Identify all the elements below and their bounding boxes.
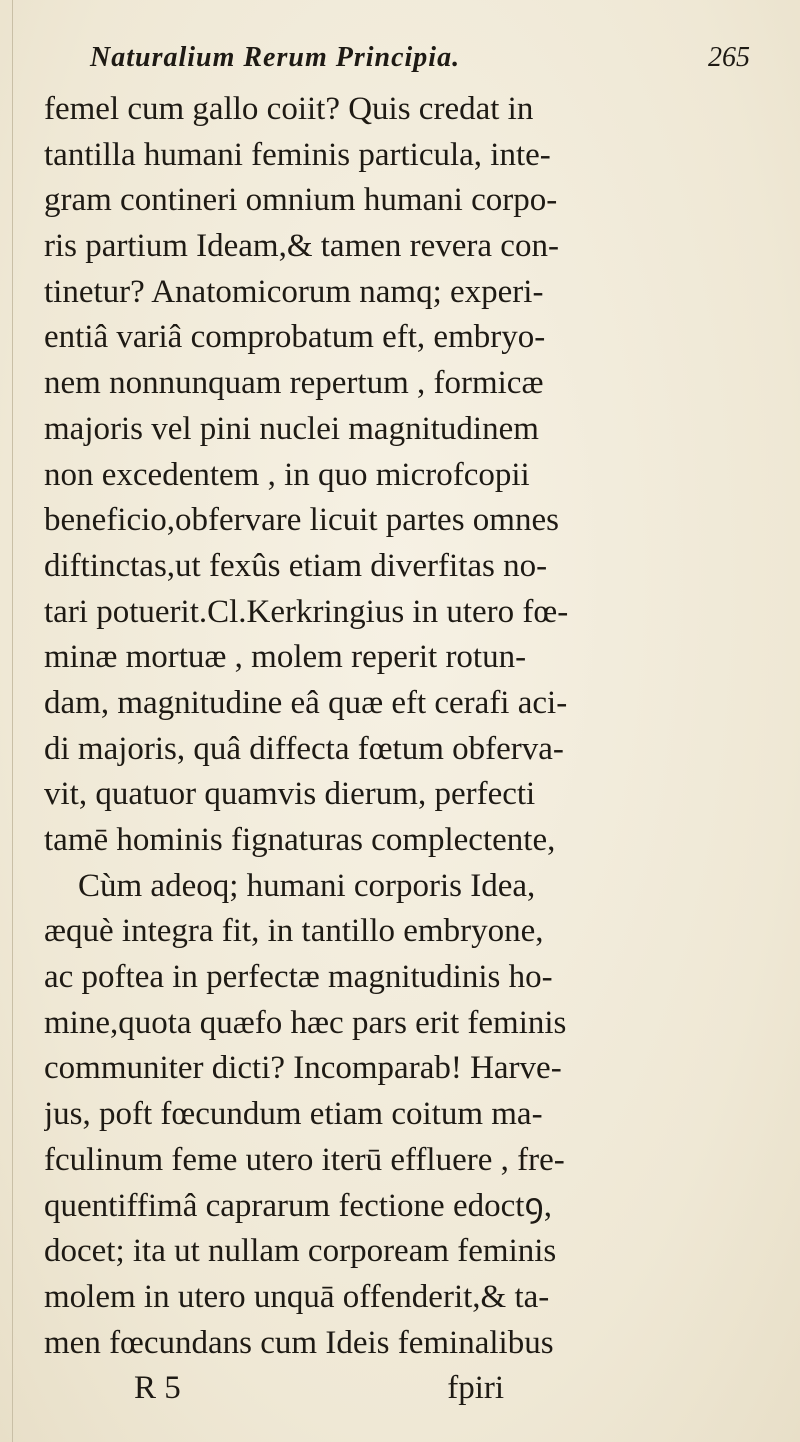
text-line: Cùm adeoq; humani corporis Idea, <box>78 867 536 904</box>
text-line: men fœcundans cum Ideis feminalibus <box>44 1324 554 1361</box>
text-line: docet; ita ut nullam corpoream feminis <box>44 1233 557 1270</box>
text-line: non excedentem , in quo microfcopii <box>44 456 530 493</box>
text-line: communiter dicti? Incomparab! Harve- <box>44 1050 562 1087</box>
text-line: beneficio,obfervare licuit partes omnes <box>44 502 559 539</box>
text-line: fculinum feme utero iterū effluere , fre- <box>44 1141 565 1178</box>
text-line: tari potuerit.Cl.Kerkringius in utero fœ- <box>44 593 569 630</box>
page-gutter <box>12 0 13 1442</box>
footer-line <box>44 1366 774 1412</box>
page-number: 265 <box>708 42 750 73</box>
text-line: majoris vel pini nuclei magnitudinem <box>44 410 539 447</box>
text-line: æquè integra fit, in tantillo embryone, <box>44 913 544 950</box>
text-line: di majoris, quâ diffecta fœtum obferva- <box>44 730 564 767</box>
text-line: minæ mortuæ , molem reperit rotun- <box>44 639 527 676</box>
page-header <box>90 42 750 82</box>
text-line: tamē hominis fignaturas complectente, <box>44 822 556 858</box>
text-line: entiâ variâ comprobatum eft, embryo- <box>44 319 546 356</box>
text-line: diftinctas,ut fexûs etiam diverfitas no- <box>44 547 548 584</box>
text-line: femel cum gallo coiit? Quis credat in <box>44 91 534 127</box>
text-line: mine,quota quæfo hæc pars erit feminis <box>44 1004 567 1041</box>
text-line: tinetur? Anatomicorum namq; experi- <box>44 273 544 310</box>
text-line: quentiffimâ caprarum fectione edoctꝯ, <box>44 1187 553 1224</box>
text-line: molem in utero unquā offenderit,& ta- <box>44 1278 550 1315</box>
running-head: Naturalium Rerum Principia. <box>90 42 461 73</box>
catchword: fpiri <box>447 1370 505 1407</box>
signature-mark: R 5 <box>134 1370 181 1407</box>
text-line: nem nonnunquam repertum , formicæ <box>44 365 544 402</box>
text-line: tantilla humani feminis particula, inte- <box>44 136 551 173</box>
body-text <box>44 87 774 1412</box>
text-line: gram contineri omnium humani corpo- <box>44 182 558 219</box>
text-line: dam, magnitudine eâ quæ eft cerafi aci- <box>44 684 568 721</box>
text-line: jus, poft fœcundum etiam coitum ma- <box>44 1096 543 1133</box>
text-line: vit, quatuor quamvis dierum, perfecti <box>44 776 536 813</box>
text-line: ris partium Ideam,& tamen revera con- <box>44 228 559 265</box>
text-line: ac poftea in perfectæ magnitudinis ho- <box>44 959 553 996</box>
